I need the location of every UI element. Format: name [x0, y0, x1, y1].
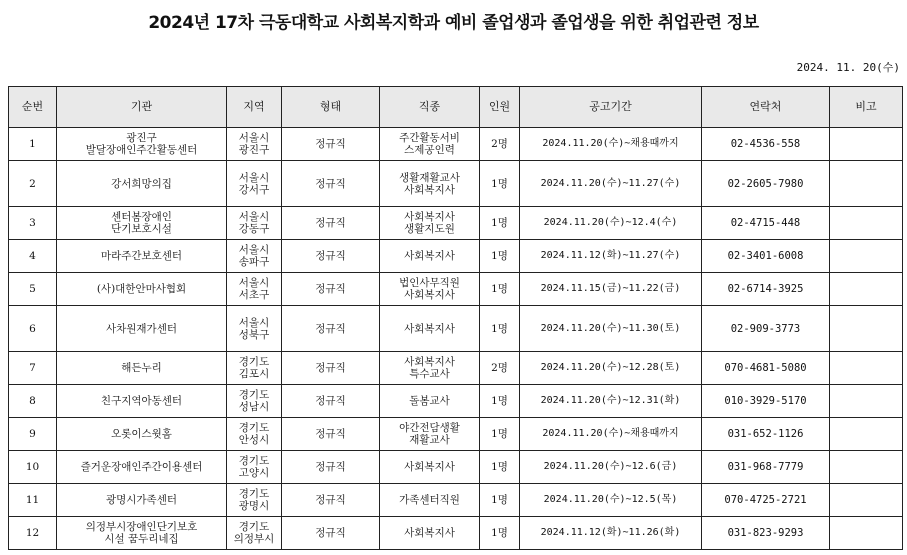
job-type: 사회복지사 [380, 306, 480, 352]
posting-period: 2024.11.20(수)~11.30(토) [520, 306, 702, 352]
region: 경기도 의정부시 [227, 517, 282, 550]
row-number: 8 [9, 385, 57, 418]
header-type: 형태 [282, 87, 380, 128]
posting-period: 2024.11.20(수)~채용때까지 [520, 418, 702, 451]
org-name: 즐거운장애인주간이용센터 [57, 451, 227, 484]
posting-period: 2024.11.15(금)~11.22(금) [520, 273, 702, 306]
note [830, 418, 903, 451]
employment-type: 정규직 [282, 128, 380, 161]
header-org: 기관 [57, 87, 227, 128]
header-job: 직종 [380, 87, 480, 128]
contact-phone: 010-3929-5170 [702, 385, 830, 418]
header-count: 인원 [480, 87, 520, 128]
contact-phone: 02-3401-6008 [702, 240, 830, 273]
job-type: 돌봄교사 [380, 385, 480, 418]
contact-phone: 02-909-3773 [702, 306, 830, 352]
note [830, 240, 903, 273]
row-number: 2 [9, 161, 57, 207]
contact-phone: 02-4715-448 [702, 207, 830, 240]
headcount: 1명 [480, 161, 520, 207]
header-note: 비고 [830, 87, 903, 128]
note [830, 484, 903, 517]
row-number: 7 [9, 352, 57, 385]
region: 서울시 강서구 [227, 161, 282, 207]
table-row [9, 273, 903, 306]
headcount: 1명 [480, 240, 520, 273]
posting-period: 2024.11.12(화)~11.26(화) [520, 517, 702, 550]
job-type: 주간활동서비 스제공인력 [380, 128, 480, 161]
org-name: 친구지역아동센터 [57, 385, 227, 418]
job-type: 사회복지사 특수교사 [380, 352, 480, 385]
employment-type: 정규직 [282, 207, 380, 240]
headcount: 1명 [480, 385, 520, 418]
note [830, 517, 903, 550]
header-phone: 연락처 [702, 87, 830, 128]
org-name: 의정부시장애인단기보호 시설 꿈두리네집 [57, 517, 227, 550]
contact-phone: 02-4536-558 [702, 128, 830, 161]
note [830, 273, 903, 306]
note [830, 352, 903, 385]
job-type: 사회복지사 생활지도원 [380, 207, 480, 240]
contact-phone: 031-968-7779 [702, 451, 830, 484]
note [830, 451, 903, 484]
table-row [9, 385, 903, 418]
headcount: 1명 [480, 418, 520, 451]
table-row [9, 418, 903, 451]
document-date: 2024. 11. 20(수) [796, 61, 900, 74]
job-type: 가족센터직원 [380, 484, 480, 517]
table-row [9, 451, 903, 484]
table-row [9, 161, 903, 207]
posting-period: 2024.11.20(수)~11.27(수) [520, 161, 702, 207]
employment-type: 정규직 [282, 306, 380, 352]
job-info-table [8, 86, 903, 550]
posting-period: 2024.11.12(화)~11.27(수) [520, 240, 702, 273]
org-name: 오롯이스윗홈 [57, 418, 227, 451]
headcount: 2명 [480, 352, 520, 385]
employment-type: 정규직 [282, 240, 380, 273]
posting-period: 2024.11.20(수)~12.31(화) [520, 385, 702, 418]
region: 서울시 광진구 [227, 128, 282, 161]
job-type: 야간전담생활 재활교사 [380, 418, 480, 451]
job-type: 생활재활교사 사회복지사 [380, 161, 480, 207]
employment-type: 정규직 [282, 385, 380, 418]
region: 경기도 고양시 [227, 451, 282, 484]
org-name: 마라주간보호센터 [57, 240, 227, 273]
table-header-row [9, 87, 903, 128]
row-number: 1 [9, 128, 57, 161]
row-number: 9 [9, 418, 57, 451]
table-row [9, 517, 903, 550]
region: 서울시 송파구 [227, 240, 282, 273]
posting-period: 2024.11.20(수)~12.6(금) [520, 451, 702, 484]
headcount: 1명 [480, 207, 520, 240]
contact-phone: 070-4681-5080 [702, 352, 830, 385]
contact-phone: 070-4725-2721 [702, 484, 830, 517]
region: 경기도 김포시 [227, 352, 282, 385]
table-row [9, 306, 903, 352]
job-type: 사회복지사 [380, 517, 480, 550]
org-name: 센터봄장애인 단기보호시설 [57, 207, 227, 240]
contact-phone: 02-2605-7980 [702, 161, 830, 207]
note [830, 385, 903, 418]
headcount: 1명 [480, 306, 520, 352]
region: 서울시 서초구 [227, 273, 282, 306]
contact-phone: 02-6714-3925 [702, 273, 830, 306]
page-title: 2024년 17차 극동대학교 사회복지학과 예비 졸업생과 졸업생을 위한 취업관련 정보 [148, 13, 759, 33]
headcount: 1명 [480, 517, 520, 550]
job-type: 법인사무직원 사회복지사 [380, 273, 480, 306]
row-number: 4 [9, 240, 57, 273]
region: 경기도 안성시 [227, 418, 282, 451]
table-row [9, 207, 903, 240]
org-name: 광진구 발달장애인주간활동센터 [57, 128, 227, 161]
employment-type: 정규직 [282, 273, 380, 306]
region: 경기도 광명시 [227, 484, 282, 517]
row-number: 6 [9, 306, 57, 352]
row-number: 10 [9, 451, 57, 484]
headcount: 1명 [480, 451, 520, 484]
posting-period: 2024.11.20(수)~12.28(토) [520, 352, 702, 385]
posting-period: 2024.11.20(수)~12.5(목) [520, 484, 702, 517]
table-row [9, 240, 903, 273]
header-no: 순번 [9, 87, 57, 128]
headcount: 1명 [480, 273, 520, 306]
employment-type: 정규직 [282, 484, 380, 517]
header-period: 공고기간 [520, 87, 702, 128]
org-name: 해든누리 [57, 352, 227, 385]
employment-type: 정규직 [282, 451, 380, 484]
employment-type: 정규직 [282, 517, 380, 550]
headcount: 2명 [480, 128, 520, 161]
org-name: 강서희망의집 [57, 161, 227, 207]
headcount: 1명 [480, 484, 520, 517]
contact-phone: 031-823-9293 [702, 517, 830, 550]
employment-type: 정규직 [282, 418, 380, 451]
note [830, 161, 903, 207]
region: 서울시 강동구 [227, 207, 282, 240]
contact-phone: 031-652-1126 [702, 418, 830, 451]
table-row [9, 484, 903, 517]
employment-type: 정규직 [282, 352, 380, 385]
row-number: 11 [9, 484, 57, 517]
region: 서울시 성북구 [227, 306, 282, 352]
note [830, 128, 903, 161]
row-number: 3 [9, 207, 57, 240]
posting-period: 2024.11.20(수)~12.4(수) [520, 207, 702, 240]
posting-period: 2024.11.20(수)~채용때까지 [520, 128, 702, 161]
note [830, 306, 903, 352]
org-name: (사)대한안마사협회 [57, 273, 227, 306]
row-number: 5 [9, 273, 57, 306]
job-type: 사회복지사 [380, 451, 480, 484]
table-row [9, 352, 903, 385]
row-number: 12 [9, 517, 57, 550]
org-name: 광명시가족센터 [57, 484, 227, 517]
note [830, 207, 903, 240]
table-row [9, 128, 903, 161]
job-type: 사회복지사 [380, 240, 480, 273]
org-name: 사차원재가센터 [57, 306, 227, 352]
employment-type: 정규직 [282, 161, 380, 207]
header-region: 지역 [227, 87, 282, 128]
region: 경기도 성남시 [227, 385, 282, 418]
